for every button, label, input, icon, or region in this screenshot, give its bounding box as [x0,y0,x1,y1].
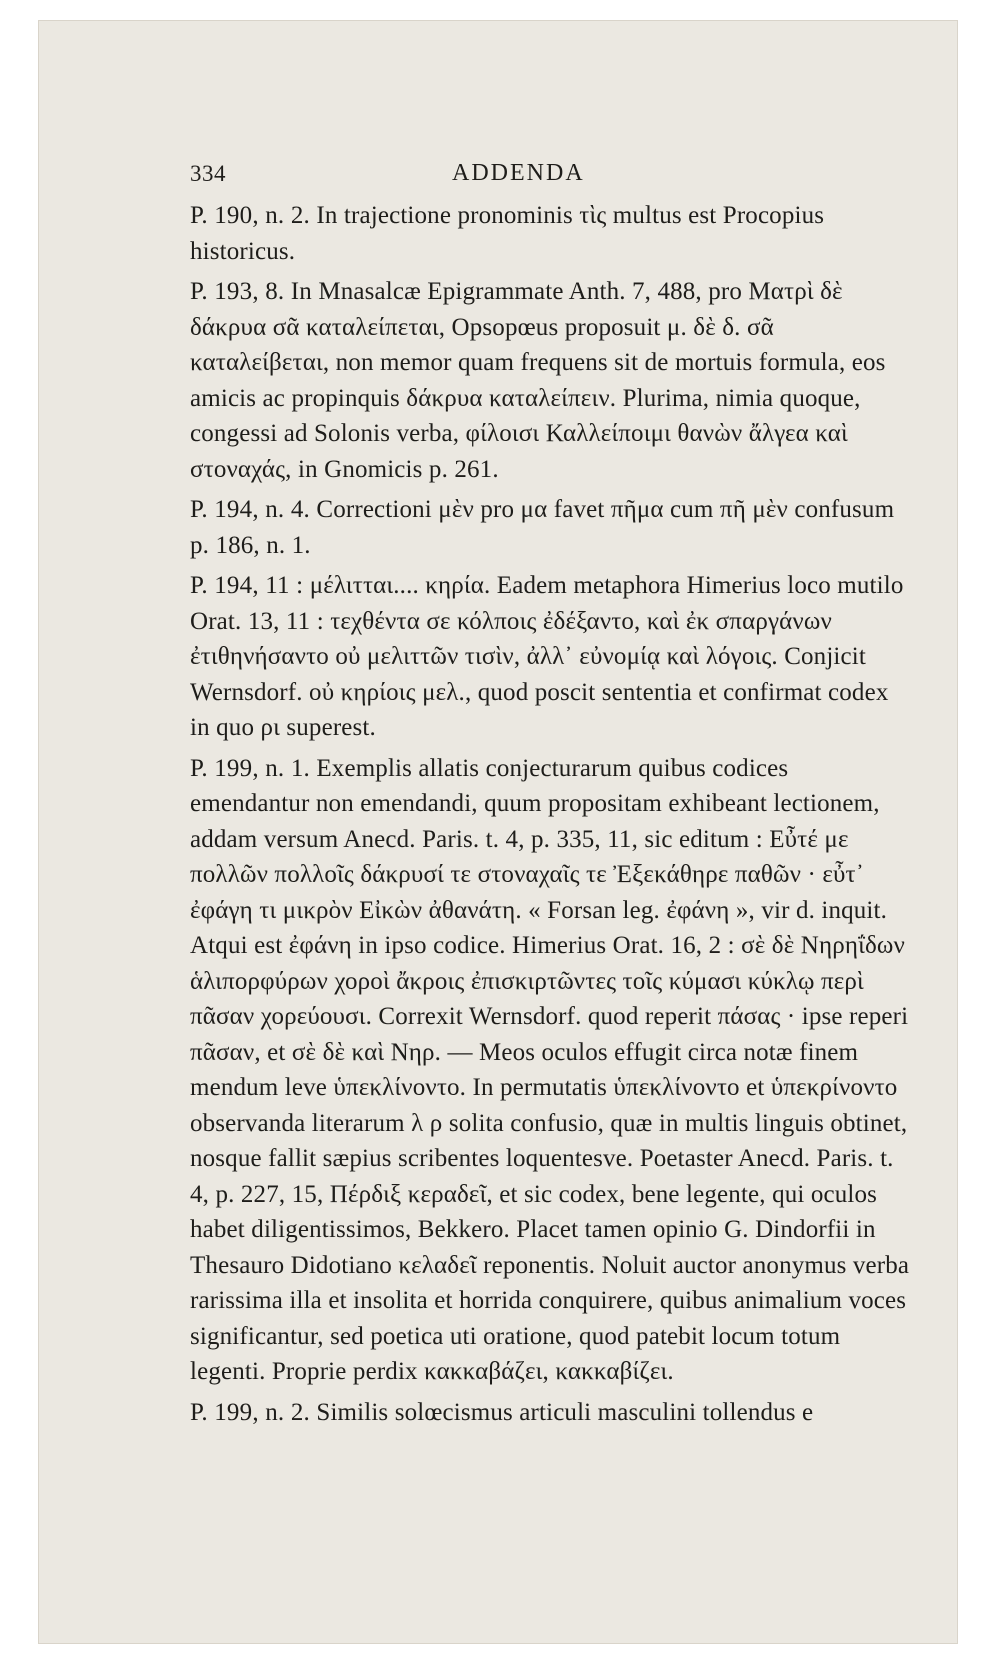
addendum-p199-n1 [190,751,910,1390]
paragraph-text: Correctioni μὲν pro μα favet πῆμα cum πῆ μὲν confusum p. 186, n. 1. [190,496,895,559]
addendum-p193 [190,274,910,487]
addendum-p194-n4 [190,492,910,563]
paragraph-text: Similis solœcismus articuli masculini tollendus e [316,1398,814,1426]
paragraph-text: In Mnasalcæ Epigrammate Anth. 7, 488, pro Ματρὶ δὲ δάκρυα σᾶ καταλείπεται, Opsopœus proposuit μ. δὲ δ. σᾶ καταλείβεται, non memor quam frequens sit de mortuis formula, eos amicis ac propinquis δάκρυα καταλείπειν. Plurima, nimia quoque, congessi ad Solonis verba, φίλοισι Καλλείποιμι θανὼν ἄλγεα καὶ στοναχάς, in Gnomicis p. 261. [190,278,886,483]
addendum-p199-n2 [190,1395,910,1431]
running-head: ADDENDA [452,160,585,186]
paragraph-text: μέλιτται.... κηρία. Eadem metaphora Himerius loco mutilo Orat. 13, 11 : τεχθέντα σε κόλποις ἐδέξαντο, καὶ ἐκ σπαργάνων ἐτιθηνήσαντο οὐ μελιττῶν τισὶν, ἀλλ᾽ εὐνομίᾳ καὶ λόγοις. Conjicit Wernsdorf. οὐ κηρίοις μελ., quod poscit sententia et confirmat codex in quo ρι superest. [190,572,904,741]
addendum-p194-11 [190,568,910,746]
reference-label: P. 194, n. 4. [190,496,310,523]
reference-label: P. 190, n. 2. [190,202,310,229]
reference-label: P. 199, n. 2. [190,1398,310,1426]
paragraph-text: In trajectione pronominis τὶς multus est Procopius historicus. [190,202,825,265]
addendum-p190 [190,198,910,269]
paragraph-text: Exemplis allatis conjecturarum quibus codices emendantur non emendandi, quum propositam exhibeant lectionem, addam versum Anecd. Paris. t. 4, p. 335, 11, sic editum : Εὖτέ με πολλῶν πολλοῖς δάκρυσί τε στοναχαῖς τε Ἐξεκάθηρε παθῶν · εὖτ᾽ ἐφάγη τι μικρὸν Εἰκὼν ἀθανάτη. « Forsan leg. ἐφάνη », vir d. inquit. Atqui est ἐφάνη in ipso codice. Himerius Orat. 16, 2 : σὲ δὲ Νηρηΐδων ἁλιπορφύρων χοροὶ ἄκροις ἐπισκιρτῶντες τοῖς κύμασι κύκλῳ περὶ πᾶσαν χορεύουσι. Correxit Wernsdorf. quod reperit πάσας · ipse reperi πᾶσαν, et σὲ δὲ καὶ Νηρ. — Meos oculos effugit circa notæ finem mendum leve ὑπεκλίνοντο. In permutatis ὑπεκλίνοντο et ὑπεκρίνοντο observanda literarum λ ρ solita confusio, quæ in multis linguis obtinet, nosque fallit sæpius scribentes loquentesve. Poetaster Anecd. Paris. t. 4, p. 227, 15, Πέρδιξ κεραδεῖ, et sic codex, bene legente, qui oculos habet diligentissimos, Bekkero. Placet tamen opinio G. Dindorfii in Thesauro Didotiano κελαδεῖ reponentis. Noluit auctor anonymus verba rarissima illa et insolita et horrida conquirere, quibus animalium voces significantur, sed poetica uti oratione, quod patebit locum totum legenti. Proprie perdix κακκαβάζει, κακκαβίζει. [190,754,910,1385]
page-content [190,156,910,1435]
reference-label: P. 193, 8. [190,278,285,305]
reference-label: P. 194, 11 : [190,572,304,599]
reference-label: P. 199, n. 1. [190,754,310,782]
page-header [190,156,910,196]
page-number: 334 [190,161,226,186]
